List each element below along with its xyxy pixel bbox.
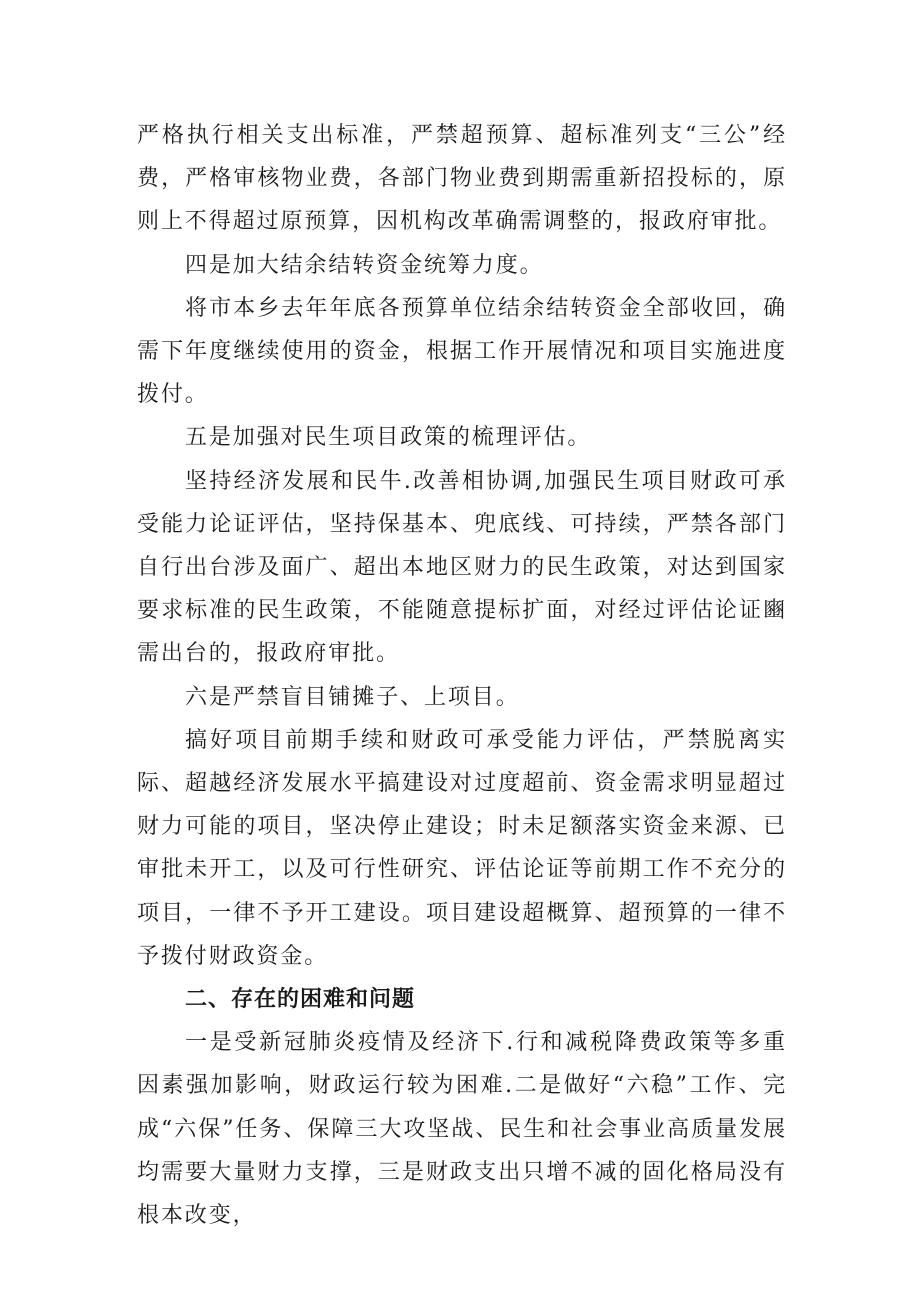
document-page (137, 114, 787, 1237)
paragraph-project-control: 搞好项目前期手续和财政可承受能力评估，严禁脱离实际、超越经济发展水平搞建设对过度超前、资金需求明显超过财力可能的项目，坚决停止建设；时未足额落实资金来源、已审批未开工，以及可行性研究、评估论证等前期工作不充分的项目，一律不予开工建设。项目建设超概算、超预算的一律不予拨付财政资金。 (137, 727, 787, 969)
paragraph-livelihood-policy: 坚持经济发展和民牛.改善相协调,加强民生项目财政可承受能力论证评估，坚持保基本、兜底线、可持续，严禁各部门自行出台涉及面广、超出本地区财力的民生政策，对达到国家要求标准的民生政策，不能随意提标扩面，对经过评估论证豳需出台的，报政府审批。 (137, 468, 787, 667)
paragraph-expenditure-standards: 严格执行相关支出标准，严禁超预算、超标准列支“三公”经费，严格审核物业费，各部门物业费到期需重新招投标的，原则上不得超过原预算，因机构改革确需调整的，报政府审批。 (137, 123, 787, 235)
section-heading-difficulties: 二、存在的困难和问题 (185, 987, 416, 1013)
item-six-heading: 六是严禁盲目铺摊子、上项目。 (185, 684, 520, 710)
item-four-heading: 四是加大结余结转资金统筹力度。 (185, 252, 544, 278)
item-five-heading: 五是加强对民生项目政策的梳理评估。 (185, 425, 592, 451)
paragraph-difficulties: 一是受新冠肺炎疫情及经济下.行和减税降费政策等多重因素强加影响，财政运行较为困难.二是做好“六稳”工作、完成“六保”任务、保障三大攻坚战、民生和社会事业高质量发展均需要大量财力支撑，三是财政支出只增不减的固化格局没有根本改变， (137, 1030, 787, 1229)
paragraph-surplus-funds: 将市本乡去年年底各预算单位结余结转资金全部收回，确需下年度继续使用的资金，根据工作开展情况和项目实施进度拨付。 (137, 295, 787, 408)
